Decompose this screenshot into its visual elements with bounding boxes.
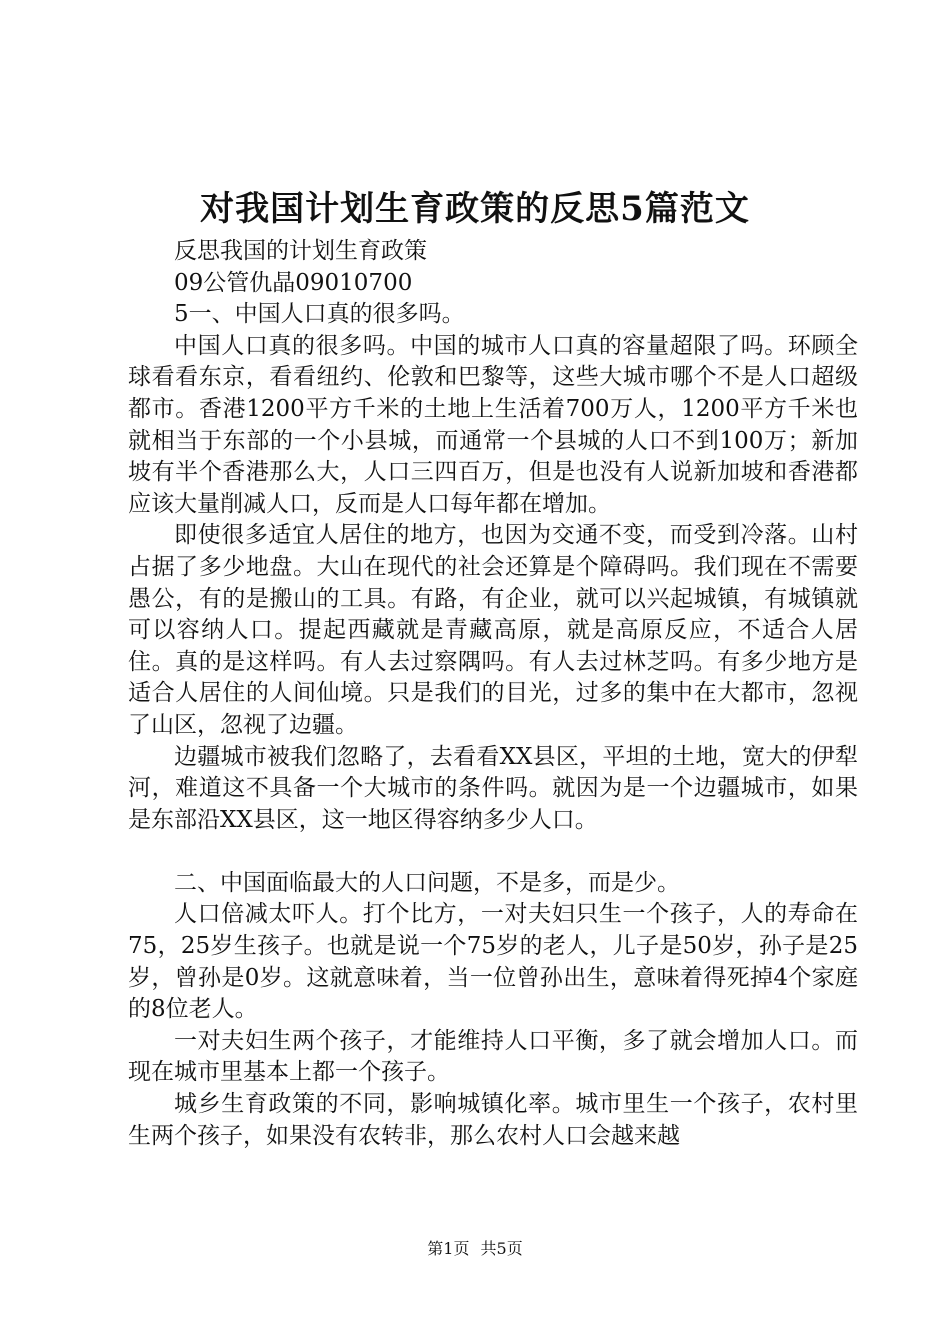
page-total: 共5页 <box>480 1239 523 1258</box>
page-footer <box>0 1238 950 1260</box>
document-body <box>128 236 858 1152</box>
paragraph-heading: 反思我国的计划生育政策 <box>174 238 427 264</box>
paragraph: 一对夫妇生两个孩子，才能维持人口平衡，多了就会增加人口。而现在城市里基本上都一个孩子。 <box>128 1027 858 1086</box>
paragraph-author: 09公管仇晶09010700 <box>174 269 413 296</box>
paragraph: 即使很多适宜人居住的地方，也因为交通不变，而受到冷落。山村占据了多少地盘。大山在现代的社会还算是个障碍吗。我们现在不需要愚公，有的是搬山的工具。有路，有企业，就可以兴起城镇，有城镇就可以容纳人口。提起西藏就是青藏高原，就是高原反应，不适合人居住。真的是这样吗。有人去过察隅吗。有人去过林芝吗。有多少地方是适合人居住的人间仙境。只是我们的目光，过多的集中在大都市，忽视了山区，忽视了边疆。 <box>128 522 858 738</box>
paragraph: 中国人口真的很多吗。中国的城市人口真的容量超限了吗。环顾全球看看东京，看看纽约、伦敦和巴黎等，这些大城市哪个不是人口超级都市。香港1200平方千米的土地上生活着700万人，1200平方千米也就相当于东部的一个小县城，而通常一个县城的人口不到100万；新加坡有半个香港那么大，人口三四百万，但是也没有人说新加坡和香港都应该大量削减人口，反而是人口每年都在增加。 <box>128 332 858 517</box>
paragraph: 边疆城市被我们忽略了，去看看XX县区，平坦的土地，宽大的伊犁河，难道这不具备一个大城市的条件吗。就因为是一个边疆城市，如果是东部沿XX县区，这一地区得容纳多少人口。 <box>128 743 858 833</box>
document-title: 对我国计划生育政策的反思5篇范文 <box>200 189 750 229</box>
paragraph: 人口倍减太吓人。打个比方，一对夫妇只生一个孩子，人的寿命在75，25岁生孩子。也就是说一个75岁的老人，儿子是50岁，孙子是25岁，曾孙是0岁。这就意味着，当一位曾孙出生，意味着得死掉4个家庭的8位老人。 <box>128 901 858 1023</box>
page-number: 第1页 <box>427 1239 470 1258</box>
paragraph: 城乡生育政策的不同，影响城镇化率。城市里生一个孩子，农村里生两个孩子，如果没有农转非，那么农村人口会越来越 <box>128 1091 858 1149</box>
blank-line <box>128 836 858 868</box>
paragraph-section-two: 二、中国面临最大的人口问题，不是多，而是少。 <box>174 869 680 896</box>
paragraph-section-one: 5一、中国人口真的很多吗。 <box>174 301 465 328</box>
